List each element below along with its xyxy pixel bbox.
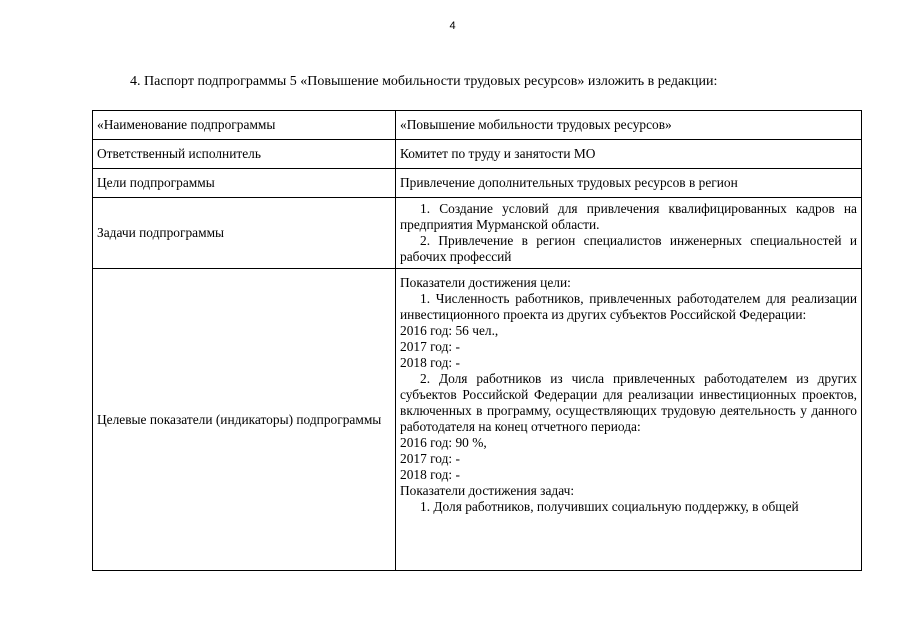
indicator-item: 2. Доля работников из числа привлеченных работодателем из других субъектов Российской Федерации для реализации инвестиционных проектов, включенных в программу, осуществляющих трудовую деятельность у данного работодателя на конец отчетного периода: — [400, 371, 857, 434]
row-value — [396, 111, 862, 140]
table-row — [93, 140, 862, 169]
indicator-heading: Показатели достижения задач: — [400, 483, 575, 498]
row-label: Цели подпрограммы — [93, 169, 396, 198]
section-intro: 4. Паспорт подпрограммы 5 «Повышение мобильности трудовых ресурсов» изложить в редакции: — [130, 74, 718, 89]
task-item: 1. Создание условий для привлечения квалифицированных кадров на предприятия Мурманской области. — [400, 201, 857, 232]
subprogram-passport-table — [92, 110, 862, 571]
indicator-year: 2017 год: - — [400, 339, 460, 354]
indicator-item: 1. Доля работников, получивших социальную поддержку, в общей — [420, 499, 799, 514]
indicator-year: 2018 год: - — [400, 467, 460, 482]
indicator-year: 2016 год: 90 %, — [400, 435, 487, 450]
indicator-year: 2017 год: - — [400, 451, 460, 466]
row-value — [396, 198, 862, 269]
indicators-content — [400, 275, 857, 567]
row-label: Целевые показатели (индикаторы) подпрограммы — [93, 269, 396, 571]
indicator-year: 2016 год: 56 чел., — [400, 323, 499, 338]
row-value — [396, 140, 862, 169]
row-label: «Наименование подпрограммы — [93, 111, 396, 140]
table-row — [93, 169, 862, 198]
page-number: 4 — [449, 20, 456, 32]
value-line: Привлечение дополнительных трудовых ресурсов в регион — [400, 175, 738, 190]
row-label: Ответственный исполнитель — [93, 140, 396, 169]
row-value — [396, 169, 862, 198]
table-row — [93, 198, 862, 269]
task-item: 2. Привлечение в регион специалистов инженерных специальностей и рабочих профессий — [400, 233, 857, 264]
value-line: Комитет по труду и занятости МО — [400, 146, 596, 161]
indicator-heading: Показатели достижения цели: — [400, 275, 571, 290]
table-row — [93, 269, 862, 571]
row-label: Задачи подпрограммы — [93, 198, 396, 269]
indicator-year: 2018 год: - — [400, 355, 460, 370]
row-value — [396, 269, 862, 571]
value-line: «Повышение мобильности трудовых ресурсов» — [400, 117, 672, 132]
indicator-item: 1. Численность работников, привлеченных работодателем для реализации инвестиционного проекта из других субъектов Российской Федерации: — [400, 291, 857, 322]
table-row — [93, 111, 862, 140]
